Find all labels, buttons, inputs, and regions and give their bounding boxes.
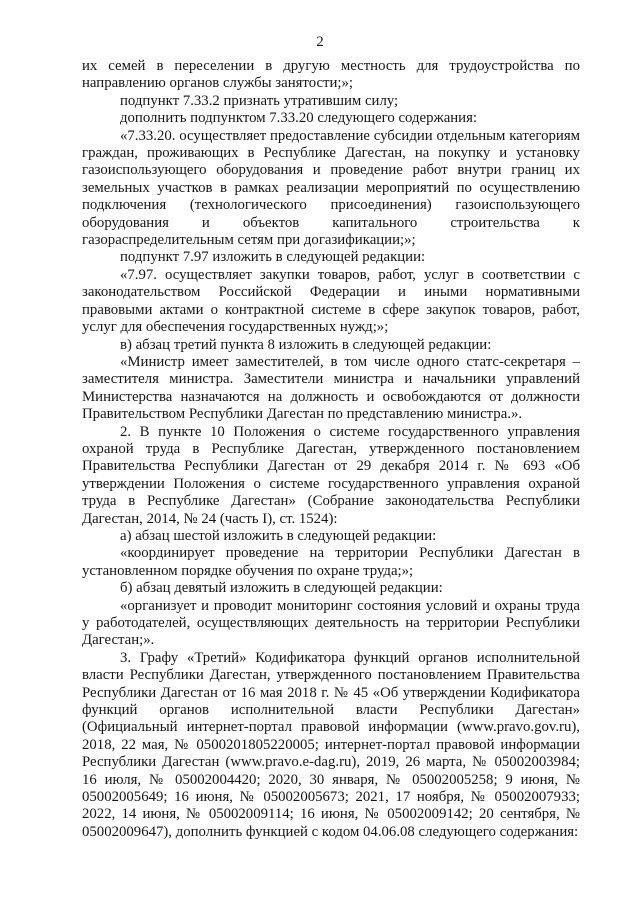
paragraph-add-subpoint-7-33-20: дополнить подпунктом 7.33.20 следующего содержания: — [120, 110, 478, 127]
paragraph-item-v: в) абзац третий пункта 8 изложить в следующей редакции: — [120, 336, 492, 353]
paragraph-quote-7-97: «7.97. осуществляет закупки товаров, работ, услуг в соответствии с законодательством Российской Федерации и иными нормативными правовыми актами о контрактной системе в сфере закупок товаров, работ, услуг для обеспечения государственных нужд;»; — [82, 266, 580, 336]
paragraph-subpoint-7-97: подпункт 7.97 изложить в следующей редакции: — [120, 249, 426, 266]
paragraph-quote-minister: «Министр имеет заместителей, в том числе одного статс-секретаря – заместителя министра. Заместители министра и начальники управлений Министерства назначаются на должность и освобождаются от должности Правительством Республики Дагестан по представлению министра.». — [82, 353, 580, 423]
paragraph-section-3: 3. Графу «Третий» Кодификатора функций органов исполнительной власти Республики Дагестан, утвержденного постановлением Правительства Республики Дагестан от 16 мая 2018 г. № 45 «Об утверждении Кодификатора функций органов исполнительной власти Республики Дагестан» (Официальный интернет-портал правовой информации (www.pravo.gov.ru), 2018, 22 мая, № 0500201805220005; интернет-портал правовой информации Республики Дагестан (www.pravo.e-dag.ru), 2019, 26 марта, № 05002003984; 16 июля, № 05002004420; 2020, 30 января, № 05002005258; 9 июня, № 05002005649; 16 июня, № 05002005673; 2021, 17 ноября, № 05002007933; 2022, 14 июня, № 05002009114; 16 июня, № 05002009142; 20 сентября, № 05002009647), дополнить функцией с кодом 04.06.08 следующего содержания: — [82, 649, 580, 840]
paragraph-continuation: их семей в переселении в другую местность для трудоустройства по направлению органов службы занятости;»; — [82, 58, 580, 92]
document-body — [82, 58, 580, 841]
paragraph-quote-7-33-20: «7.33.20. осуществляет предоставление субсидии отдельным категориям граждан, проживающих в Республике Дагестан, на покупку и установку газоиспользующего оборудования и проведение работ внутри границ их земельных участков в рамках реализации мероприятий по осуществлению подключения (технологического присоединения) газоиспользующего оборудования и объектов капитального строительства к газораспределительным сетям при догазификации;»; — [82, 127, 580, 249]
paragraph-section-2: 2. В пункте 10 Положения о системе государственного управления охраной труда в Республике Дагестан, утвержденного постановлением Правительства Республики Дагестан от 29 декабря 2014 г. № 693 «Об утверждении Положения о системе государственного управления охраной труда в Республике Дагестан» (Собрание законодательства Республики Дагестан, 2014, № 24 (часть I), ст. 1524): — [82, 423, 580, 527]
paragraph-item-b: б) абзац девятый изложить в следующей редакции: — [120, 580, 443, 597]
paragraph-quote-coordinates: «координирует проведение на территории Республики Дагестан в установленном порядке обучения по охране труда;»; — [82, 545, 580, 579]
paragraph-quote-monitoring: «организует и проводит мониторинг состояния условий и охраны труда у работодателей, осуществляющих деятельность на территории Республики Дагестан;». — [82, 597, 580, 649]
paragraph-subpoint-7-33-2: подпункт 7.33.2 признать утратившим силу; — [120, 92, 399, 109]
paragraph-item-a: а) абзац шестой изложить в следующей редакции: — [120, 527, 437, 544]
page-number: 2 — [316, 34, 324, 50]
